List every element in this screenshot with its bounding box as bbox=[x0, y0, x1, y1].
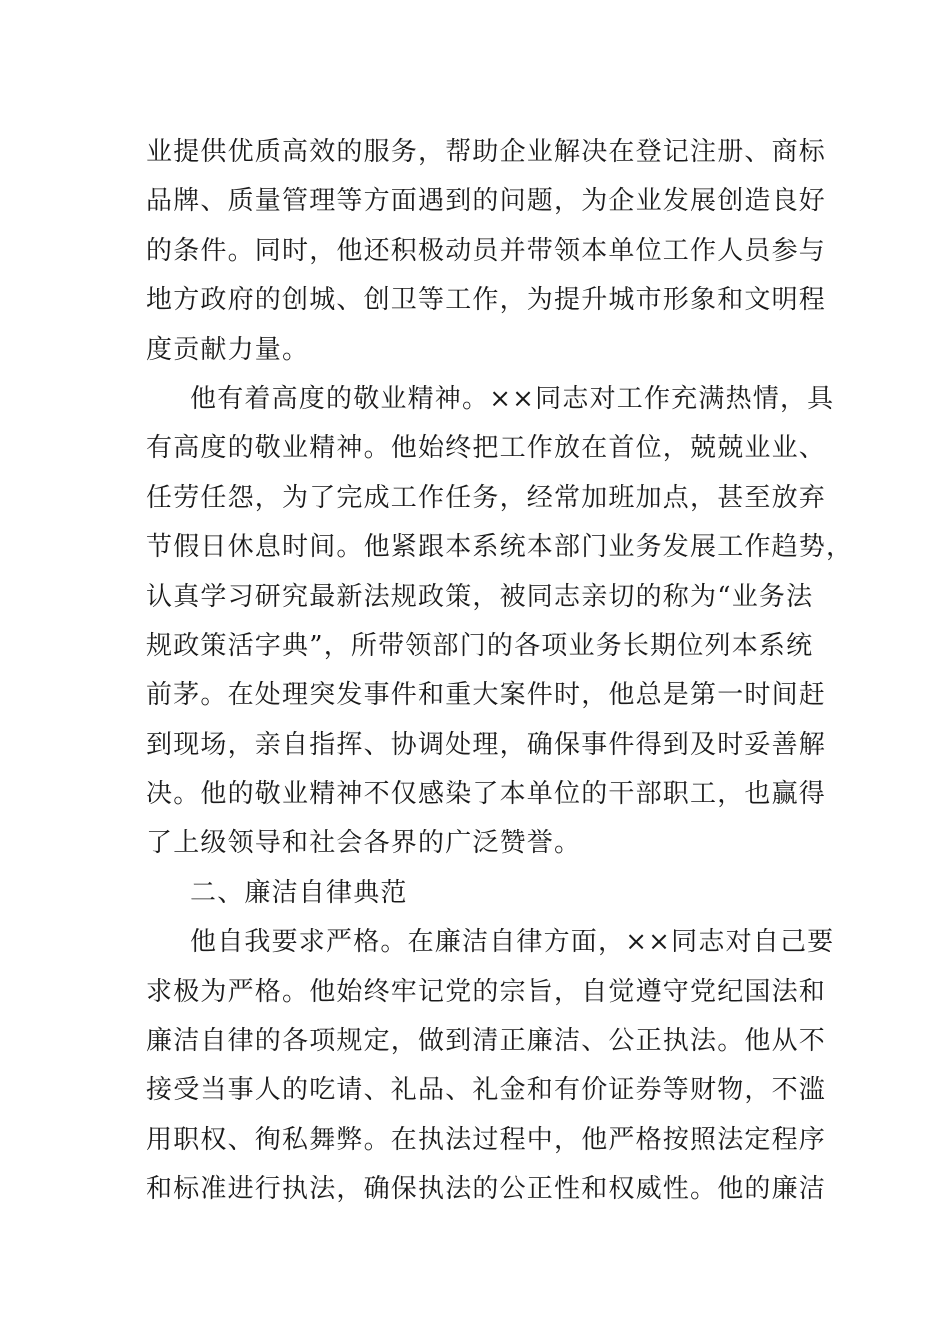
text-line: 和标准进行执法，确保执法的公正性和权威性。他的廉洁 bbox=[146, 1174, 827, 1205]
text-line: 用职权、徇私舞弊。在执法过程中，他严格按照法定程序 bbox=[146, 1124, 827, 1155]
text-line: 节假日休息时间。他紧跟本系统本部门业务发展工作趋势， bbox=[146, 532, 854, 563]
text-line: 前茅。在处理突发事件和重大案件时，他总是第一时间赶 bbox=[146, 680, 827, 711]
text-line: 规政策活字典”，所带领部门的各项业务长期位列本系统 bbox=[146, 630, 814, 661]
text-line: 认真学习研究最新法规政策，被同志亲切的称为“业务法 bbox=[146, 581, 814, 612]
paragraph-start-line: 他有着高度的敬业精神。××同志对工作充满热情，具 bbox=[190, 383, 835, 414]
text-line: 有高度的敬业精神。他始终把工作放在首位，兢兢业业、 bbox=[146, 433, 827, 464]
section-heading: 二、廉洁自律典范 bbox=[190, 877, 408, 908]
text-line: 接受当事人的吃请、礼品、礼金和有价证券等财物，不滥 bbox=[146, 1075, 827, 1106]
text-line: 品牌、质量管理等方面遇到的问题，为企业发展创造良好 bbox=[146, 186, 827, 217]
text-line: 了上级领导和社会各界的广泛赞誉。 bbox=[146, 828, 582, 859]
text-line: 决。他的敬业精神不仅感染了本单位的干部职工，也赢得 bbox=[146, 779, 827, 810]
text-line: 的条件。同时，他还积极动员并带领本单位工作人员参与 bbox=[146, 235, 827, 266]
text-line: 地方政府的创城、创卫等工作，为提升城市形象和文明程 bbox=[146, 285, 827, 316]
text-line: 廉洁自律的各项规定，做到清正廉洁、公正执法。他从不 bbox=[146, 1026, 827, 1057]
text-line: 度贡献力量。 bbox=[146, 334, 310, 365]
text-line: 到现场，亲自指挥、协调处理，确保事件得到及时妥善解 bbox=[146, 729, 827, 760]
paragraph-start-line: 他自我要求严格。在廉洁自律方面，××同志对自己要 bbox=[190, 927, 835, 958]
text-line: 业提供优质高效的服务，帮助企业解决在登记注册、商标 bbox=[146, 137, 827, 167]
body-text bbox=[146, 128, 854, 1215]
text-line: 任劳任怨，为了完成工作任务，经常加班加点，甚至放弃 bbox=[146, 482, 827, 513]
text-line: 求极为严格。他始终牢记党的宗旨，自觉遵守党纪国法和 bbox=[146, 976, 827, 1007]
